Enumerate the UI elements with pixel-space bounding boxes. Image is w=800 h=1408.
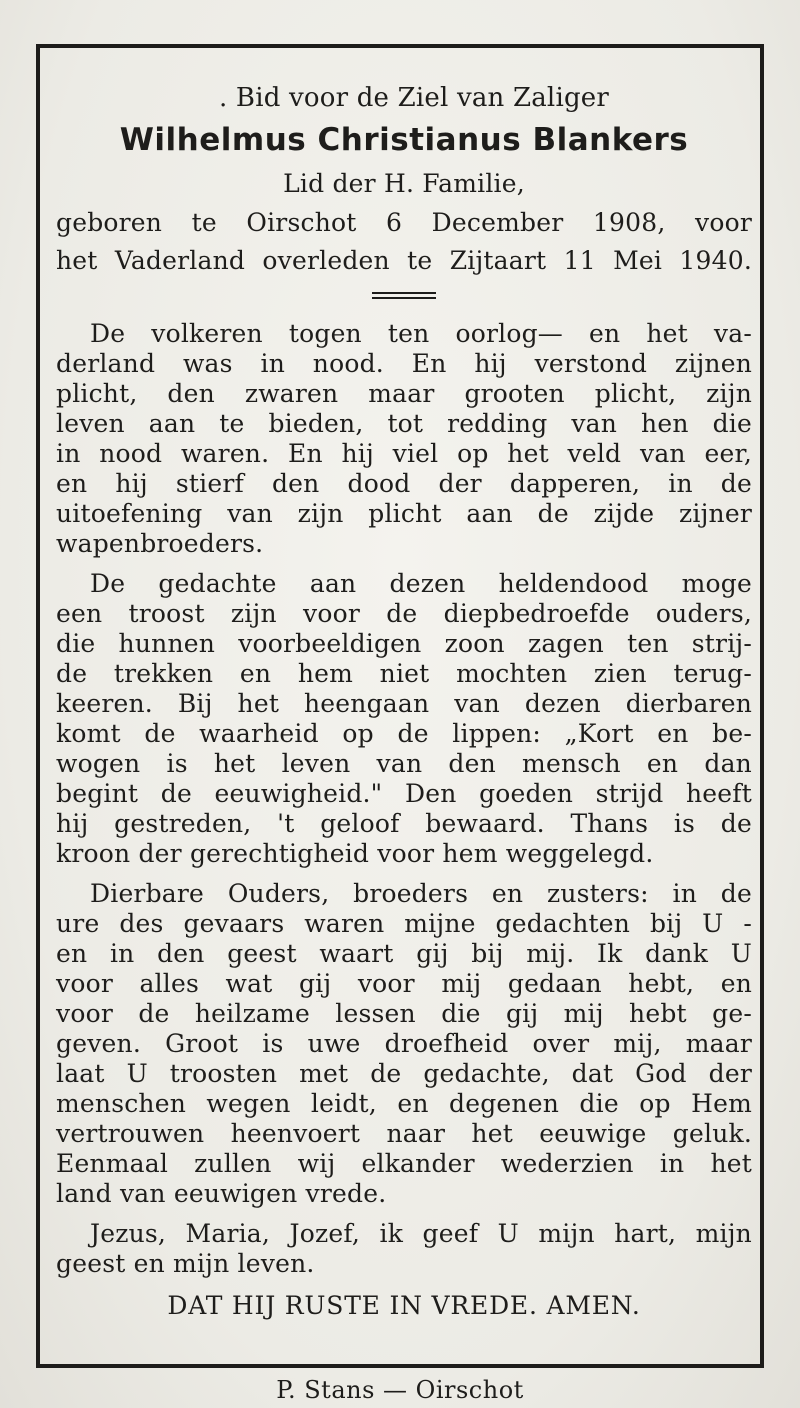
text-line: De volkeren togen ten oorlog— en het va- <box>90 319 752 348</box>
text-line: hij gestreden, 't geloof bewaard. Thans is de <box>56 809 752 838</box>
printer-credit: P. Stans — Oirschot <box>276 1376 524 1404</box>
paragraph-2 <box>56 569 752 869</box>
text-line: keeren. Bij het heengaan van dezen dierbaren <box>56 689 752 718</box>
text-line: ure des gevaars waren mijne gedachten bij U - <box>56 909 752 938</box>
closing-line: DAT HIJ RUSTE IN VREDE. AMEN. <box>167 1291 641 1320</box>
text-line: voor de heilzame lessen die gij mij hebt ge- <box>56 999 752 1028</box>
text-line: voor alles wat gij voor mij gedaan hebt, en <box>56 969 752 998</box>
card-content <box>56 78 752 1321</box>
birth-line-2: het Vaderland overleden te Zijtaart 11 Mei 1940. <box>56 246 752 275</box>
paragraph-1 <box>56 319 752 559</box>
text-line: Dierbare Ouders, broeders en zusters: in de <box>90 879 752 908</box>
text-line: land van eeuwigen vrede. <box>56 1179 387 1208</box>
text-line: en in den geest waart gij bij mij. Ik dank U <box>56 939 752 968</box>
text-line: begint de eeuwigheid." Den goeden strijd heeft <box>56 779 752 808</box>
text-line: uitoefening van zijn plicht aan de zijde zijner <box>56 499 752 528</box>
text-line: en hij stierf den dood der dapperen, in de <box>56 469 752 498</box>
prayer-heading: . Bid voor de Ziel van Zaliger <box>218 83 610 113</box>
text-line: laat U troosten met de gedachte, dat God der <box>56 1059 752 1088</box>
deceased-name: Wilhelmus Christianus Blankers <box>119 122 689 158</box>
text-line: die hunnen voorbeeldigen zoon zagen ten strij- <box>56 629 752 658</box>
text-line: geven. Groot is uwe droefheid over mij, maar <box>56 1029 752 1058</box>
text-line: vertrouwen heenvoert naar het eeuwige geluk. <box>56 1119 752 1148</box>
text-line: leven aan te bieden, tot redding van hen die <box>56 409 752 438</box>
text-line: in nood waren. En hij viel op het veld van eer, <box>56 439 752 468</box>
text-line: kroon der gerechtigheid voor hem weggelegd. <box>56 839 654 868</box>
text-line: een troost zijn voor de diepbedroefde ouders, <box>56 599 752 628</box>
text-line: Jezus, Maria, Jozef, ik geef U mijn hart, mijn <box>90 1219 752 1248</box>
text-line: plicht, den zwaren maar grooten plicht, zijn <box>56 379 752 408</box>
text-line: komt de waarheid op de lippen: „Kort en be- <box>56 719 752 748</box>
text-line: wogen is het leven van den mensch en dan <box>56 749 752 778</box>
paragraph-3 <box>56 879 752 1209</box>
text-line: wapenbroeders. <box>56 529 264 558</box>
text-line: De gedachte aan dezen heldendood moge <box>90 569 752 598</box>
text-line: de trekken en hem niet mochten zien terug- <box>56 659 752 688</box>
paragraph-4 <box>56 1219 752 1279</box>
double-rule-divider <box>372 292 436 299</box>
text-line: Eenmaal zullen wij elkander wederzien in het <box>56 1149 752 1178</box>
birth-line-1: geboren te Oirschot 6 December 1908, voor <box>56 208 752 237</box>
text-line: geest en mijn leven. <box>56 1249 315 1278</box>
text-line: menschen wegen leidt, en degenen die op Hem <box>56 1089 752 1118</box>
text-line: derland was in nood. En hij verstond zijnen <box>56 349 752 378</box>
membership-line: Lid der H. Familie, <box>283 169 525 198</box>
